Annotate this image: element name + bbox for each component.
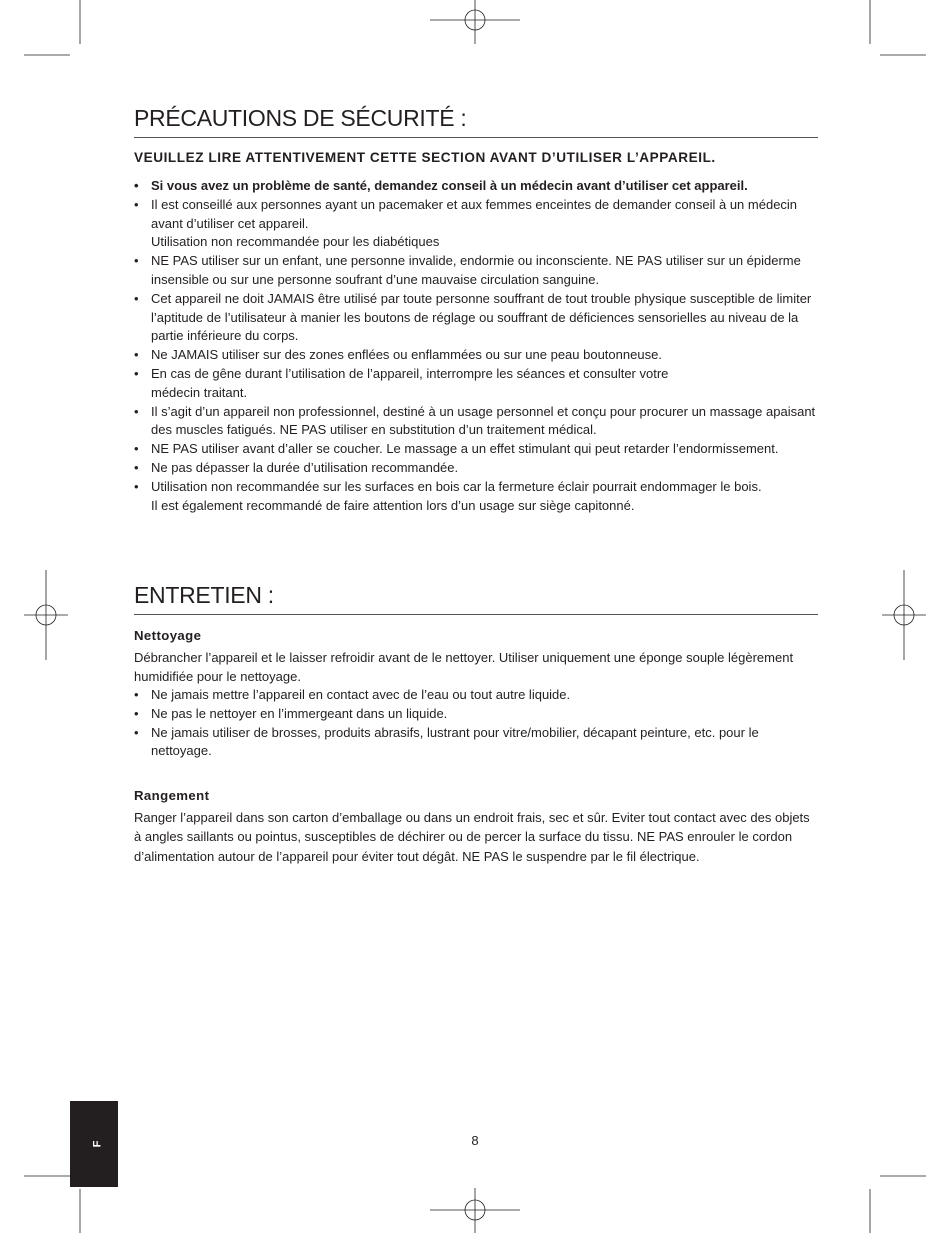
list-item: • Ne pas dépasser la durée d’utilisation recommandée.: [134, 459, 459, 475]
nettoyage-text: Débrancher l’appareil et le laisser refroidir avant de le nettoyer. Utiliser uniquement une éponge souple légèrement humidifiée pour le nettoyage.: [134, 650, 794, 685]
precautions-list: [134, 177, 822, 515]
list-item: • En cas de gêne durant l’utilisation de l’appareil, interrompre les séances et consulter votre: [134, 365, 669, 381]
list-item: • Ne pas le nettoyer en l’immergeant dans un liquide.: [134, 705, 448, 721]
registration-mark-left: [24, 570, 68, 660]
nettoyage-list: [134, 686, 822, 761]
list-item: • Ne JAMAIS utiliser sur des zones enflées ou enflammées ou sur une peau boutonneuse.: [134, 347, 662, 363]
list-item-continuation: médecin traitant.: [151, 384, 248, 400]
list-item: • Il s’agit d’un appareil non professionnel, destiné à un usage personnel et conçu pour procurer un massage apaisant des muscles fatigués. NE PAS utiliser en substitution d’un traitement médical.: [134, 403, 816, 438]
entretien-title: ENTRETIEN :: [134, 582, 274, 608]
list-item: • Il est conseillé aux personnes ayant un pacemaker et aux femmes enceintes de demander conseil à un médecin avant d’utiliser cet appareil.: [134, 196, 798, 231]
list-item: • NE PAS utiliser sur un enfant, une personne invalide, endormie ou inconsciente. NE PAS utiliser sur un épiderme insensible ou sur une personne soufrant d’une mauvaise circulation sanguine.: [134, 253, 801, 287]
list-item: • Ne jamais utiliser de brosses, produits abrasifs, lustrant pour vitre/mobilier, décapant peinture, etc. pour le nettoyage.: [134, 724, 759, 759]
list-item: • Si vous avez un problème de santé, demandez conseil à un médecin avant d’utiliser cet appareil.: [134, 178, 748, 193]
list-item: • NE PAS utiliser avant d’aller se coucher. Le massage a un effet stimulant qui peut retarder l’endormissement.: [134, 441, 779, 457]
registration-mark-top: [430, 0, 520, 44]
list-item: • Utilisation non recommandée sur les surfaces en bois car la fermeture éclair pourrait endommager le bois.: [134, 478, 762, 494]
rangement-heading: Rangement: [134, 788, 210, 803]
language-tab-label: F: [91, 1140, 104, 1148]
registration-mark-right: [882, 570, 926, 660]
precautions-title: PRÉCAUTIONS DE SÉCURITÉ :: [134, 105, 467, 131]
precautions-subtitle: VEUILLEZ LIRE ATTENTIVEMENT CETTE SECTION AVANT D’UTILISER L’APPAREIL.: [134, 150, 716, 165]
rangement-text: Ranger l’appareil dans son carton d’emballage ou dans un endroit frais, sec et sûr. Eviter tout contact avec des objets à angles saillants ou pointus, susceptibles de déchirer ou de percer la surface du tissu. NE PAS enrouler le cordon d’alimentation autour de l’appareil pour éviter tout dégât. NE PAS le suspendre par le fil électrique.: [134, 810, 810, 864]
precautions-title-rule: [134, 137, 818, 138]
registration-mark-bottom: [430, 1188, 520, 1233]
list-item-continuation: Utilisation non recommandée pour les diabétiques: [151, 234, 440, 250]
nettoyage-heading: Nettoyage: [134, 628, 202, 643]
page-number: 8: [471, 1133, 479, 1148]
list-item: • Cet appareil ne doit JAMAIS être utilisé par toute personne souffrant de tout trouble physique susceptible de limiter l’aptitude de l’utilisateur à manier les boutons de réglage ou souffrant de déficiences sensorielles au niveau de la partie inférieure du corps.: [134, 290, 812, 344]
entretien-title-rule: [134, 614, 818, 615]
list-item: • Ne jamais mettre l’appareil en contact avec de l’eau ou tout autre liquide.: [134, 687, 571, 702]
list-item-continuation: Il est également recommandé de faire attention lors d’un usage sur siège capitonné.: [151, 497, 635, 513]
language-tab: [70, 1101, 118, 1187]
